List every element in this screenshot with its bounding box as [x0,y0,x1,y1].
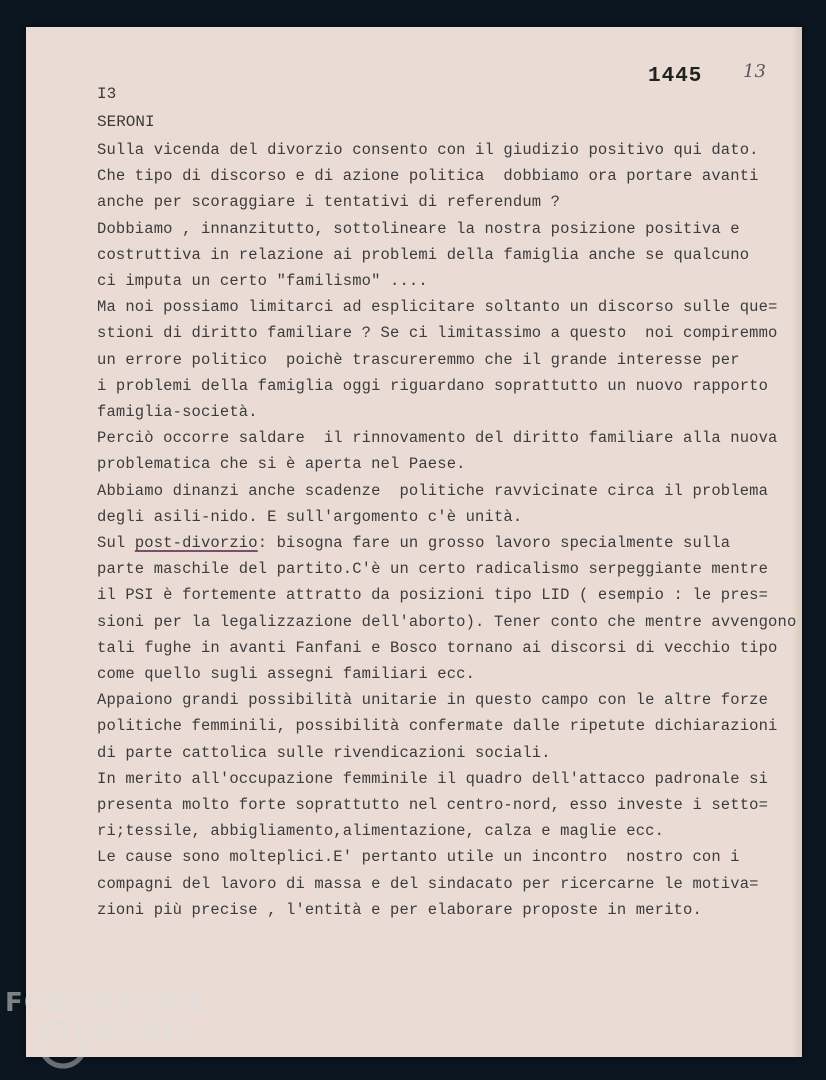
text-line: il PSI è fortemente attratto da posizioni tipo LID ( esempio : le pres= [97,586,769,605]
text-line: come quello sugli assegni familiari ecc. [97,665,476,684]
text-line: ci imputa un certo "familismo" .... [97,272,428,291]
text-line: parte maschile del partito.C'è un certo radicalismo serpeggiante mentre [97,560,769,579]
text-line: Appaiono grandi possibilità unitarie in questo campo con le altre forze [97,691,769,710]
text-line: Dobbiamo , innanzitutto, sottolineare la nostra posizione positiva e [97,219,740,238]
fondazione-gramsci-watermark [5,988,225,1078]
text-line: famiglia-società. [97,403,258,422]
line-rest: : bisogna fare un grosso lavoro specialmente sulla [257,534,731,553]
speaker-name: SERONI [97,113,155,131]
text-line: zioni più precise , l'entità e per elaborare proposte in merito. [97,900,702,919]
text-line: Le cause sono molteplici.E' pertanto utile un incontro nostro con i [97,848,740,867]
text-line: i problemi della famiglia oggi riguardano soprattutto un nuovo rapporto [97,376,769,395]
typed-page-number: I3 [97,85,117,103]
document-page [26,27,802,1057]
text-line: Ma noi possiamo limitarci ad esplicitare soltanto un discorso sulle que= [97,298,778,317]
text-line: stioni di diritto familiare ? Se ci limitassimo a questo noi compiremmo [97,324,778,343]
text-line [97,530,797,556]
text-line: tali fughe in avanti Fanfani e Bosco tornano ai discorsi di vecchio tipo [97,638,778,657]
text-line: degli asili-nido. E sull'argomento c'è unità. [97,507,523,526]
text-line: problematica che si è aperta nel Paese. [97,455,466,474]
text-line: un errore politico poichè trascureremmo che il grande interesse per [97,350,740,369]
text-line: In merito all'occupazione femminile il quadro dell'attacco padronale si [97,769,769,788]
document-body [97,137,797,923]
text-line: costruttiva in relazione ai problemi della famiglia anche se qualcuno [97,245,750,264]
text-line: anche per scoraggiare i tentativi di referendum ? [97,193,561,212]
text-line: di parte cattolica sulle rivendicazioni sociali. [97,743,551,762]
text-line: politiche femminili, possibilità confermate dalle ripetute dichiarazioni [97,717,778,736]
text-line: presenta molto forte soprattutto nel centro-nord, esso investe i setto= [97,796,769,815]
text-line: Sulla vicenda del divorzio consento con il giudizio positivo qui dato. [97,141,759,159]
text-line: Perciò occorre saldare il rinnovamento del diritto familiare alla nuova [97,429,778,448]
text-line: ri;tessile, abbigliamento,alimentazione, calza e maglie ecc. [97,822,665,841]
text-line: compagni del lavoro di massa e del sindacato per ricercarne le motiva= [97,874,759,893]
text-line: Abbiamo dinanzi anche scadenze politiche ravvicinate circa il problema [97,481,769,500]
watermark-line2: GRAMSCI [51,1018,193,1048]
watermark-line1: FONDAZIONE [5,988,209,1018]
text-line: sioni per la legalizzazione dell'aborto). Tener conto che mentre avvengono [97,612,797,631]
underlined-term: post-divorzio [134,534,258,553]
watermark-sub: onlus [181,1050,203,1059]
page-number: 1445 [648,65,703,88]
text-line: Che tipo di discorso e di azione politica dobbiamo ora portare avanti [97,167,759,186]
handwritten-folio-number: 13 [743,61,766,82]
line-prefix: Sul [97,534,135,553]
